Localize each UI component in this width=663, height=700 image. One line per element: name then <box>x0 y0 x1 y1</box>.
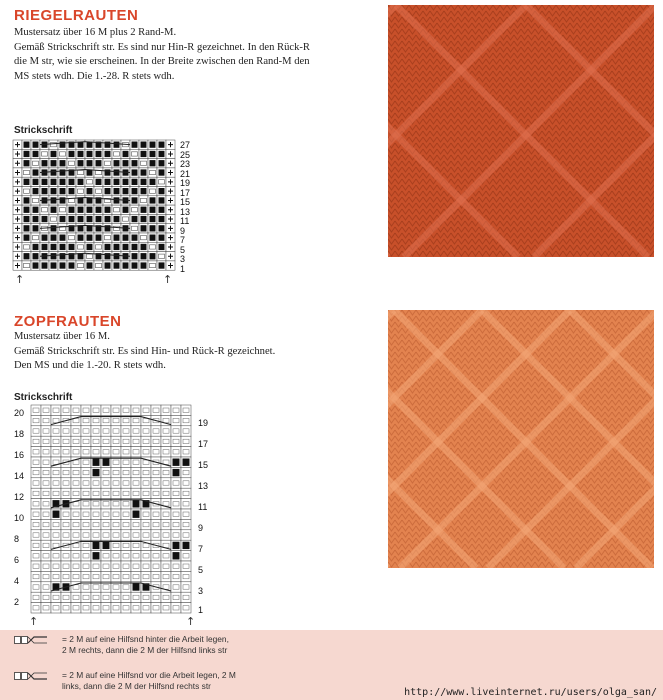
row-number: 17 <box>198 439 209 449</box>
row-number: 1 <box>198 605 204 615</box>
section1-instructions <box>14 26 369 84</box>
row-number: 7 <box>198 544 204 554</box>
row-number: 7 <box>180 235 186 245</box>
legend-line: = 2 M auf eine Hilfsnd vor die Arbeit legen, 2 M <box>62 670 236 680</box>
row-number: 27 <box>180 140 191 150</box>
row-number: 5 <box>198 565 204 575</box>
row-number: 21 <box>180 168 191 179</box>
row-number: 6 <box>14 555 20 565</box>
repeat-end-arrow: ↑ <box>186 615 196 628</box>
legend-text <box>62 634 229 656</box>
row-number: 17 <box>180 187 191 198</box>
row-number: 9 <box>180 225 186 236</box>
repeat-start-arrow: ↑ <box>29 615 39 628</box>
section2-title: ZOPFRAUTEN <box>14 313 122 330</box>
row-number: 3 <box>180 254 186 264</box>
row-number: 11 <box>180 216 190 226</box>
row-number: 1 <box>180 263 186 274</box>
zopfrauten-swatch-photo <box>388 310 654 568</box>
row-number: 19 <box>180 178 191 188</box>
knitting-chart-riegelrauten <box>12 139 176 271</box>
row-number: 16 <box>14 450 25 460</box>
section1-line: MS stets wdh. Die 1.-28. R stets wdh. <box>14 70 175 82</box>
row-number: 19 <box>198 418 209 428</box>
row-number: 10 <box>14 513 25 523</box>
row-number: 5 <box>180 244 186 255</box>
section2-instructions <box>14 330 369 374</box>
legend-line: 2 M rechts, dann die 2 M der Hilfsnd links str <box>62 645 228 655</box>
source-url: http://www.liveinternet.ru/users/olga_san/ <box>404 687 657 698</box>
row-number: 13 <box>198 481 209 491</box>
section1-line: Gemäß Strickschrift str. Es sind nur Hin-R gezeichnet. In den Rück-R <box>14 41 310 53</box>
repeat-end-arrow: ↑ <box>163 273 173 286</box>
row-number: 9 <box>198 523 204 533</box>
section2-line: Mustersatz über 16 M. <box>14 331 110 342</box>
knitting-chart-zopfrauten <box>30 404 193 614</box>
section2-chart-label: Strickschrift <box>14 392 73 403</box>
row-number: 12 <box>14 492 25 502</box>
row-number: 3 <box>198 586 204 596</box>
legend-line: = 2 M auf eine Hilfsnd hinter die Arbeit legen, <box>62 634 229 644</box>
swatch-texture <box>388 5 654 257</box>
row-number: 15 <box>198 460 209 470</box>
section1-line: die M str, wie sie erscheinen. In der Breite zwischen den Rand-M den <box>14 56 310 68</box>
repeat-start-arrow: ↑ <box>15 273 25 286</box>
row-number: 8 <box>14 534 20 544</box>
row-number: 11 <box>198 502 208 512</box>
cable-front-symbol-icon <box>14 672 48 680</box>
riegelrauten-swatch-photo <box>388 5 654 257</box>
legend-line: links, dann die 2 M der Hilfsnd rechts str <box>62 681 211 691</box>
section1-chart-label: Strickschrift <box>14 125 73 136</box>
row-number: 4 <box>14 576 20 586</box>
section1-title: RIEGELRAUTEN <box>14 7 139 24</box>
row-number: 2 <box>14 597 20 607</box>
row-number: 25 <box>180 149 191 160</box>
swatch-texture <box>388 310 654 568</box>
row-number: 20 <box>14 408 25 418</box>
legend-text <box>62 670 236 692</box>
section1-line: Mustersatz über 16 M plus 2 Rand-M. <box>14 27 177 38</box>
section2-line: Den MS und die 1.-20. R stets wdh. <box>14 360 166 372</box>
row-number: 13 <box>180 206 191 217</box>
row-number: 23 <box>180 159 191 169</box>
row-number: 14 <box>14 471 25 481</box>
row-number: 18 <box>14 429 25 439</box>
section2-line: Gemäß Strickschrift str. Es sind Hin- und Rück-R gezeichnet. <box>14 345 276 357</box>
cable-back-symbol-icon <box>14 636 48 644</box>
row-number: 15 <box>180 197 191 207</box>
